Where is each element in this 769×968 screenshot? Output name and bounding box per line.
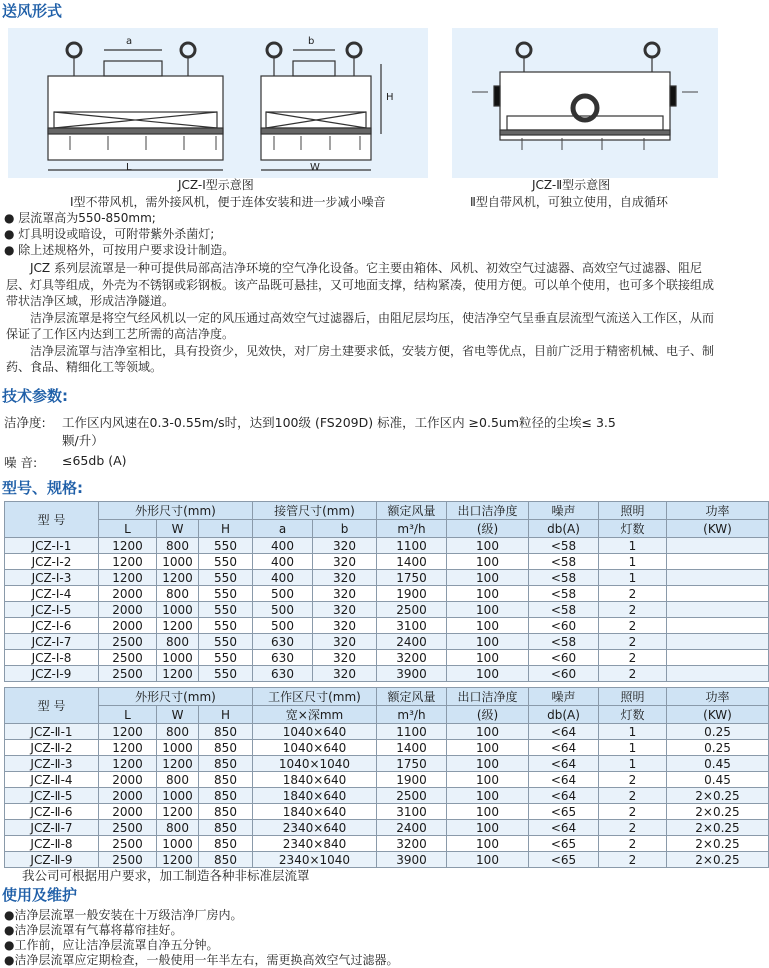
table-cell: 1200	[99, 570, 157, 586]
table-cell: 2	[599, 852, 667, 868]
table-header-row	[5, 688, 769, 706]
table-cell: 100	[447, 820, 529, 836]
table-cell: 1840×640	[253, 788, 377, 804]
table-cell: JCZ-Ⅱ-5	[5, 788, 99, 804]
table-cell: JCZ-Ⅰ-7	[5, 634, 99, 650]
table-cell: 320	[313, 586, 377, 602]
table-cell: 2	[599, 586, 667, 602]
col-sub-kw: (KW)	[667, 520, 769, 538]
col-header-dimensions: 外形尺寸(mm)	[99, 688, 253, 706]
table-row	[5, 634, 769, 650]
table-cell: 1200	[99, 538, 157, 554]
table-cell: 3900	[377, 852, 447, 868]
table-cell: 400	[253, 538, 313, 554]
table-cell: 1400	[377, 554, 447, 570]
table-cell: 630	[253, 634, 313, 650]
table-cell: 2	[599, 634, 667, 650]
table-cell: 320	[313, 538, 377, 554]
table-cell: 2400	[377, 634, 447, 650]
col-sub-L: L	[99, 706, 157, 724]
col-sub-grade: (级)	[447, 520, 529, 538]
table-cell: 100	[447, 618, 529, 634]
table-row	[5, 570, 769, 586]
section-title-maintenance: 使用及维护	[2, 886, 78, 904]
table-cell: 100	[447, 724, 529, 740]
table-cell: 2500	[99, 852, 157, 868]
diagram1-caption: JCZ-Ⅰ型示意图	[178, 178, 254, 192]
table-cell: <58	[529, 634, 599, 650]
table-cell: 100	[447, 852, 529, 868]
table-cell: 2	[599, 618, 667, 634]
table-cell: 1000	[157, 788, 199, 804]
table-cell: 2500	[377, 788, 447, 804]
table-row	[5, 586, 769, 602]
table-cell: JCZ-Ⅱ-9	[5, 852, 99, 868]
col-header-power: 功率	[667, 502, 769, 520]
table-header-row	[5, 706, 769, 724]
table-cell: 2500	[99, 666, 157, 682]
table-body	[5, 538, 769, 682]
table-cell: 850	[199, 820, 253, 836]
col-sub-workarea: 宽×深mm	[253, 706, 377, 724]
table-cell: 800	[157, 772, 199, 788]
table-row	[5, 820, 769, 836]
table-cell: 2340×840	[253, 836, 377, 852]
table-cell: 2500	[377, 602, 447, 618]
dim-label-W: W	[310, 162, 320, 173]
col-header-pipe: 接管尺寸(mm)	[253, 502, 377, 520]
table-cell: 800	[157, 538, 199, 554]
diagram-panel-type2	[452, 28, 718, 178]
table-cell: 500	[253, 618, 313, 634]
table-row	[5, 666, 769, 682]
noise-value: ≤65db (A)	[62, 453, 127, 468]
table-cell: 1040×640	[253, 740, 377, 756]
table-cell	[667, 634, 769, 650]
table-cell: JCZ-Ⅰ-9	[5, 666, 99, 682]
feature-note: ● 灯具明设或暗设，可附带紫外杀菌灯;	[4, 227, 215, 241]
table-cell: 1100	[377, 538, 447, 554]
table-cell: <58	[529, 570, 599, 586]
col-sub-lamps: 灯数	[599, 520, 667, 538]
table-header-row	[5, 520, 769, 538]
intro-paragraph: JCZ 系列层流罩是一种可提供局部高洁净环境的空气净化设备。它主要由箱体、风机、初效空气过滤器、高效空气过滤器、阻尼层、灯具等组成，外壳为不锈钢或彩钢板。该产品既可悬挂，又可地面支撑，结构紧凑，使用方便。可以单个使用，也可多个联接组成带状洁净区域，形成洁净隧道。	[6, 261, 715, 308]
table-cell: 2400	[377, 820, 447, 836]
dim-label-L: L	[126, 162, 132, 173]
table-cell: 1	[599, 570, 667, 586]
table-cell: 550	[199, 650, 253, 666]
table-cell: 1900	[377, 772, 447, 788]
table-cell: JCZ-Ⅰ-4	[5, 586, 99, 602]
table-cell: 1900	[377, 586, 447, 602]
spec-table-type1	[4, 501, 769, 682]
maintenance-item: ●洁净层流罩应定期检查，一般使用一年半左右，需更换高效空气过滤器。	[4, 953, 399, 967]
table-row	[5, 650, 769, 666]
table-cell: 320	[313, 570, 377, 586]
table-cell	[667, 570, 769, 586]
table-cell: 100	[447, 740, 529, 756]
col-sub-L: L	[99, 520, 157, 538]
table-cell: 800	[157, 634, 199, 650]
type2-drawing	[452, 28, 718, 178]
table-cell: 100	[447, 554, 529, 570]
table-cell: 100	[447, 634, 529, 650]
table-cell: 320	[313, 554, 377, 570]
table-cell: 1000	[157, 740, 199, 756]
section-title-airflow: 送风形式	[2, 2, 63, 20]
table-cell: 2	[599, 772, 667, 788]
col-header-power: 功率	[667, 688, 769, 706]
table-cell: JCZ-Ⅰ-6	[5, 618, 99, 634]
table-cell: 1200	[157, 618, 199, 634]
table-cell: 2×0.25	[667, 788, 769, 804]
col-sub-grade: (级)	[447, 706, 529, 724]
table-cell: 1100	[377, 724, 447, 740]
table-cell: 3200	[377, 650, 447, 666]
table-cell: 1840×640	[253, 804, 377, 820]
col-sub-kw: (KW)	[667, 706, 769, 724]
table-cell: 1	[599, 724, 667, 740]
table-cell: 500	[253, 602, 313, 618]
col-sub-a: a	[253, 520, 313, 538]
table-cell: <64	[529, 756, 599, 772]
table-cell: 2	[599, 666, 667, 682]
diagram-panel-type1	[8, 28, 428, 178]
custom-note: 我公司可根据用户要求，加工制造各种非标准层流罩	[22, 868, 310, 883]
col-sub-lamps: 灯数	[599, 706, 667, 724]
table-cell: 550	[199, 586, 253, 602]
col-header-cleanliness: 出口洁净度	[447, 688, 529, 706]
col-header-dimensions: 外形尺寸(mm)	[99, 502, 253, 520]
table-cell: 800	[157, 586, 199, 602]
table-cell: JCZ-Ⅰ-3	[5, 570, 99, 586]
table-cell: <64	[529, 820, 599, 836]
table-cell: <65	[529, 836, 599, 852]
section-title-models: 型号、规格:	[2, 479, 83, 497]
table-cell: <64	[529, 788, 599, 804]
intro-text	[6, 260, 714, 376]
type1-drawing	[8, 28, 428, 178]
col-header-model: 型 号	[5, 688, 99, 724]
col-sub-airflow-unit: m³/h	[377, 520, 447, 538]
table-cell: 100	[447, 666, 529, 682]
table-cell: 2×0.25	[667, 836, 769, 852]
table-cell: 100	[447, 602, 529, 618]
table-cell: 1200	[157, 756, 199, 772]
table-cell	[667, 586, 769, 602]
table-cell: 2	[599, 820, 667, 836]
table-cell: 850	[199, 804, 253, 820]
table-cell: 2000	[99, 586, 157, 602]
col-sub-db: db(A)	[529, 520, 599, 538]
table-cell: 1	[599, 756, 667, 772]
table-cell: 100	[447, 650, 529, 666]
table-cell	[667, 554, 769, 570]
table-row	[5, 756, 769, 772]
table-cell: 1000	[157, 602, 199, 618]
table-cell: 100	[447, 538, 529, 554]
table-cell: 3100	[377, 804, 447, 820]
table-cell: 1	[599, 740, 667, 756]
table-cell: 1750	[377, 570, 447, 586]
table-cell: 100	[447, 586, 529, 602]
table-cell: 1200	[157, 804, 199, 820]
table-cell: 2×0.25	[667, 852, 769, 868]
table-cell: 3100	[377, 618, 447, 634]
col-header-airflow: 额定风量	[377, 688, 447, 706]
table-cell	[667, 650, 769, 666]
table-cell: 550	[199, 602, 253, 618]
table-cell: 1200	[99, 740, 157, 756]
diagram2-desc: Ⅱ型自带风机，可独立使用，自成循环	[470, 195, 668, 209]
table-row	[5, 554, 769, 570]
col-header-airflow: 额定风量	[377, 502, 447, 520]
table-cell: 3200	[377, 836, 447, 852]
table-cell: 0.25	[667, 740, 769, 756]
table-cell: 2500	[99, 820, 157, 836]
table-cell: 1	[599, 554, 667, 570]
table-cell: 800	[157, 724, 199, 740]
table-cell: 2340×640	[253, 820, 377, 836]
col-sub-W: W	[157, 520, 199, 538]
table-cell: JCZ-Ⅱ-7	[5, 820, 99, 836]
intro-paragraph: 洁净层流罩是将空气经风机以一定的风压通过高效空气过滤器后，由阻尼层均压，使洁净空气呈垂直层流型气流送入工作区，从而保证了工作区内达到工艺所需的高洁净度。	[6, 310, 715, 341]
table-cell: 550	[199, 666, 253, 682]
table-row	[5, 602, 769, 618]
table-cell: JCZ-Ⅱ-6	[5, 804, 99, 820]
col-header-workarea: 工作区尺寸(mm)	[253, 688, 377, 706]
dim-label-b: b	[308, 36, 315, 47]
table-row	[5, 538, 769, 554]
table-cell: 0.45	[667, 756, 769, 772]
table-cell: 1000	[157, 836, 199, 852]
table-cell: 320	[313, 602, 377, 618]
table-cell: 2000	[99, 772, 157, 788]
table-row	[5, 724, 769, 740]
table-cell: 2×0.25	[667, 804, 769, 820]
cleanliness-value-cont: 颗/升）	[62, 433, 104, 448]
table-cell: 850	[199, 836, 253, 852]
table-cell: 2	[599, 788, 667, 804]
table-cell: JCZ-Ⅱ-3	[5, 756, 99, 772]
table-cell: 2×0.25	[667, 820, 769, 836]
table-cell: 2	[599, 650, 667, 666]
table-cell: 550	[199, 618, 253, 634]
col-header-lighting: 照明	[599, 688, 667, 706]
table-cell: 630	[253, 666, 313, 682]
diagram2-caption: JCZ-Ⅱ型示意图	[532, 178, 611, 192]
table-cell: <64	[529, 724, 599, 740]
section-title-tech: 技术参数:	[2, 387, 68, 405]
table-cell: JCZ-Ⅱ-8	[5, 836, 99, 852]
table-cell: <58	[529, 538, 599, 554]
table-cell: 1000	[157, 554, 199, 570]
cleanliness-label: 洁净度:	[4, 415, 46, 430]
table-row	[5, 788, 769, 804]
table-cell: 850	[199, 788, 253, 804]
table-cell: <64	[529, 772, 599, 788]
table-cell: 1840×640	[253, 772, 377, 788]
table-cell: 100	[447, 836, 529, 852]
table-header-row	[5, 502, 769, 520]
table-cell: 1200	[99, 724, 157, 740]
table-cell: 1200	[99, 554, 157, 570]
col-sub-W: W	[157, 706, 199, 724]
table-cell	[667, 602, 769, 618]
col-sub-db: db(A)	[529, 706, 599, 724]
col-header-model: 型 号	[5, 502, 99, 538]
table-cell: 1200	[157, 852, 199, 868]
table-cell	[667, 618, 769, 634]
spec-table-type2	[4, 687, 769, 868]
table-cell: JCZ-Ⅰ-8	[5, 650, 99, 666]
table-cell: 1	[599, 538, 667, 554]
maintenance-item: ●洁净层流罩一般安装在十万级洁净厂房内。	[4, 908, 243, 922]
col-sub-b: b	[313, 520, 377, 538]
dim-label-H: H	[386, 92, 394, 103]
table-cell: 2500	[99, 836, 157, 852]
table-cell: 320	[313, 650, 377, 666]
table-cell: <58	[529, 602, 599, 618]
table-cell: 1040×1040	[253, 756, 377, 772]
table-cell: 0.45	[667, 772, 769, 788]
table-cell: 850	[199, 740, 253, 756]
table-row	[5, 772, 769, 788]
table-row	[5, 618, 769, 634]
table-cell: 550	[199, 634, 253, 650]
table-cell: 850	[199, 724, 253, 740]
table-cell: 100	[447, 570, 529, 586]
table-cell: 1000	[157, 650, 199, 666]
maintenance-item: ●洁净层流罩有气幕将幕帘挂好。	[4, 923, 183, 937]
col-header-noise: 噪声	[529, 688, 599, 706]
table-cell: JCZ-Ⅰ-2	[5, 554, 99, 570]
table-cell	[667, 538, 769, 554]
table-cell: 550	[199, 554, 253, 570]
table-cell: 2000	[99, 618, 157, 634]
table-cell: 2000	[99, 602, 157, 618]
col-sub-airflow-unit: m³/h	[377, 706, 447, 724]
table-cell: 2	[599, 836, 667, 852]
table-cell: 100	[447, 804, 529, 820]
table-row	[5, 740, 769, 756]
table-cell: <58	[529, 554, 599, 570]
table-cell: <58	[529, 586, 599, 602]
table-cell: 800	[157, 820, 199, 836]
table-cell: 550	[199, 538, 253, 554]
table-cell: 1200	[157, 570, 199, 586]
table-cell: 320	[313, 618, 377, 634]
maintenance-item: ●工作前，应让洁净层流罩自净五分钟。	[4, 938, 219, 952]
table-cell: <60	[529, 666, 599, 682]
table-cell: 500	[253, 586, 313, 602]
table-cell	[667, 666, 769, 682]
table-cell: 2500	[99, 650, 157, 666]
table-cell: 850	[199, 852, 253, 868]
intro-paragraph: 洁净层流罩与洁净室相比，具有投资少，见效快，对厂房土建要求低，安装方便，省电等优点，目前广泛用于精密机械、电子、制药、食品、精细化工等领域。	[6, 343, 715, 374]
table-cell: 2500	[99, 634, 157, 650]
col-header-cleanliness: 出口洁净度	[447, 502, 529, 520]
table-cell: 1200	[99, 756, 157, 772]
table-cell: <60	[529, 618, 599, 634]
col-sub-H: H	[199, 520, 253, 538]
table-cell: 850	[199, 756, 253, 772]
table-cell: 400	[253, 554, 313, 570]
table-cell: 550	[199, 570, 253, 586]
dim-label-a: a	[126, 36, 133, 47]
table-cell: JCZ-Ⅰ-1	[5, 538, 99, 554]
table-cell: <60	[529, 650, 599, 666]
table-cell: <64	[529, 740, 599, 756]
table-cell: <65	[529, 852, 599, 868]
table-body	[5, 724, 769, 868]
table-cell: 400	[253, 570, 313, 586]
table-cell: 1040×640	[253, 724, 377, 740]
table-cell: 2000	[99, 804, 157, 820]
cleanliness-value: 工作区内风速在0.3-0.55m/s时，达到100级 (FS209D) 标准，工作区内 ≥0.5um粒径的尘埃≤ 3.5	[62, 415, 616, 430]
table-cell: 2340×1040	[253, 852, 377, 868]
diagram1-desc: Ⅰ型不带风机，需外接风机，便于连体安装和进一步减小噪音	[70, 195, 386, 209]
feature-note: ● 层流罩高为550-850mm;	[4, 211, 156, 225]
table-cell: 630	[253, 650, 313, 666]
table-cell: 320	[313, 634, 377, 650]
table-cell: 1200	[157, 666, 199, 682]
table-cell: 1750	[377, 756, 447, 772]
col-header-noise: 噪声	[529, 502, 599, 520]
table-cell: 100	[447, 772, 529, 788]
table-cell: 100	[447, 756, 529, 772]
table-cell: JCZ-Ⅱ-2	[5, 740, 99, 756]
table-cell: JCZ-Ⅰ-5	[5, 602, 99, 618]
table-cell: 2000	[99, 788, 157, 804]
noise-label: 噪 音:	[4, 455, 38, 470]
table-cell: 320	[313, 666, 377, 682]
col-header-lighting: 照明	[599, 502, 667, 520]
table-cell: 0.25	[667, 724, 769, 740]
table-cell: 1400	[377, 740, 447, 756]
table-cell: 100	[447, 788, 529, 804]
table-cell: 850	[199, 772, 253, 788]
table-cell: 2	[599, 602, 667, 618]
feature-note: ● 除上述规格外，可按用户要求设计制造。	[4, 243, 235, 257]
table-cell: JCZ-Ⅱ-4	[5, 772, 99, 788]
table-cell: JCZ-Ⅱ-1	[5, 724, 99, 740]
table-row	[5, 804, 769, 820]
table-cell: 2	[599, 804, 667, 820]
table-cell: 3900	[377, 666, 447, 682]
table-row	[5, 836, 769, 852]
table-cell: <65	[529, 804, 599, 820]
col-sub-H: H	[199, 706, 253, 724]
